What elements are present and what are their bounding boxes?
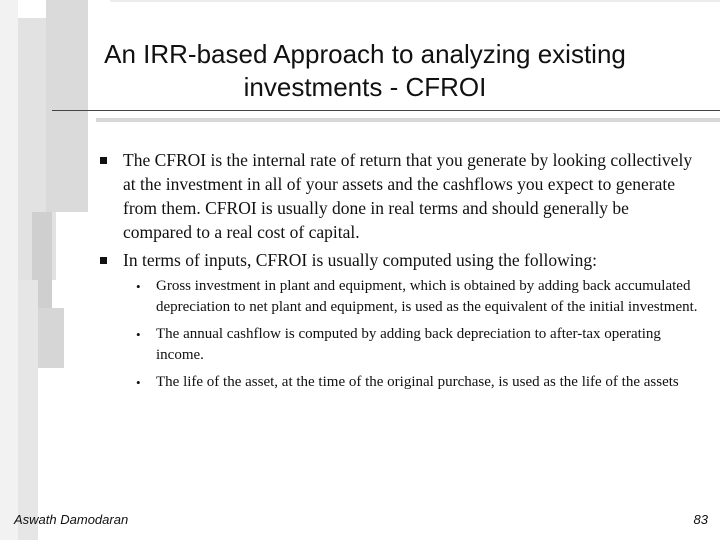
- sub-bullet-text: Gross investment in plant and equipment, which is obtained by adding back accumulated depreciation to net plant and equipment, is used as the equivalent of the initial investment.: [156, 278, 698, 315]
- sub-bullet-item: [98, 276, 698, 318]
- decorative-bar: [110, 0, 720, 2]
- sub-bullet-list: [98, 276, 698, 393]
- bullet-item: [98, 248, 698, 272]
- page-number: 83: [693, 512, 708, 527]
- sub-bullet-text: The annual cashflow is computed by adding back depreciation to after-tax operating income.: [156, 326, 661, 363]
- square-bullet-icon: [100, 257, 107, 264]
- footer-author: Aswath Damodaran: [14, 512, 129, 527]
- decorative-bar: [18, 280, 38, 540]
- dot-bullet-icon: •: [136, 279, 141, 294]
- bullet-text: The CFROI is the internal rate of return that you generate by looking collectively at the investment in all of your assets and the cashflows you expect to generate from them. CFROI is usually done in real terms and should generally be compared to a real cost of capital.: [123, 150, 693, 242]
- decorative-bar: [36, 308, 64, 368]
- dot-bullet-icon: •: [136, 327, 141, 342]
- decorative-bar: [96, 118, 720, 122]
- bullet-text: In terms of inputs, CFROI is usually computed using the following:: [123, 250, 597, 270]
- decorative-bar: [46, 0, 88, 212]
- slide-body: [98, 148, 698, 399]
- slide-title: An IRR-based Approach to analyzing existing investments - CFROI: [104, 39, 626, 102]
- title-divider: [52, 110, 720, 111]
- sub-bullet-item: [98, 324, 698, 366]
- dot-bullet-icon: •: [136, 375, 141, 390]
- square-bullet-icon: [100, 157, 107, 164]
- decorative-bar: [0, 0, 18, 540]
- bullet-item: [98, 148, 698, 244]
- sub-bullet-item: [98, 372, 698, 393]
- sub-bullet-text: The life of the asset, at the time of the original purchase, is used as the life of the assets: [156, 374, 679, 390]
